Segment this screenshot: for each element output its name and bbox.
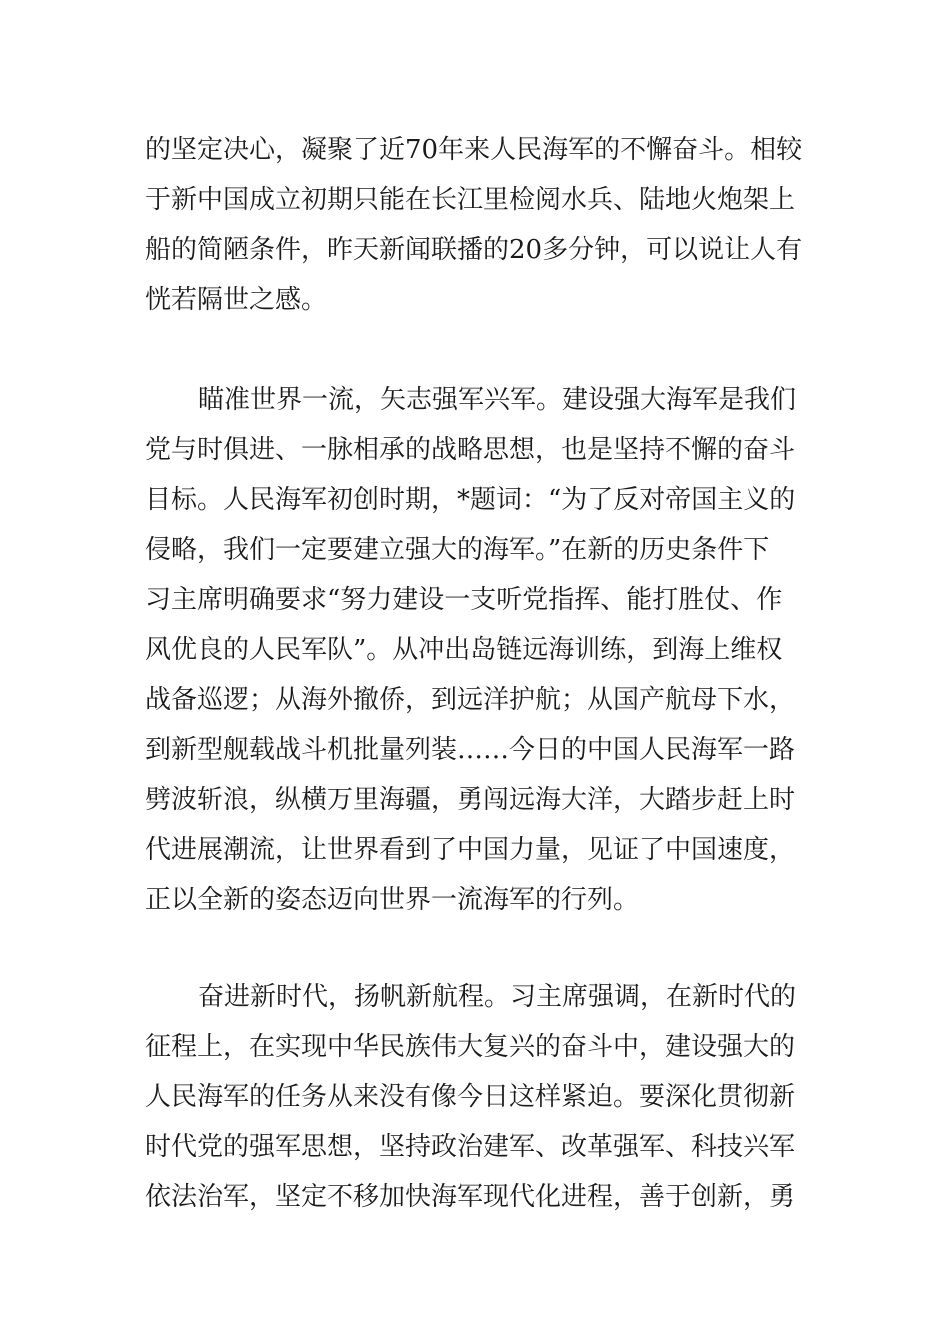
paragraph-2-line-7: 战备巡逻；从海外撤侨，到远洋护航；从国产航母下水， bbox=[145, 685, 796, 715]
paragraph-2-line-2: 党与时俱进、一脉相承的战略思想，也是坚持不懈的奋斗 bbox=[145, 435, 796, 465]
paragraph-2-line-3: 目标。人民海军初创时期，*题词：“为了反对帝国主义的 bbox=[145, 485, 796, 515]
paragraph-2-line-6: 风优良的人民军队”。从冲出岛链远海训练，到海上维权 bbox=[145, 635, 783, 665]
paragraph-3-line-3: 人民海军的任务从来没有像今日这样紧迫。要深化贯彻新 bbox=[145, 1082, 796, 1112]
paragraph-3-line-2: 征程上，在实现中华民族伟大复兴的奋斗中，建设强大的 bbox=[145, 1032, 796, 1062]
paragraph-2-line-10: 代进展潮流，让世界看到了中国力量，见证了中国速度， bbox=[145, 835, 796, 865]
paragraph-3-line-1: 奋进新时代，扬帆新航程。习主席强调，在新时代的 bbox=[198, 982, 797, 1012]
paragraph-3-line-5: 依法治军，坚定不移加快海军现代化进程，善于创新，勇 bbox=[145, 1182, 796, 1212]
paragraph-2-line-4: 侵略，我们一定要建立强大的海军。”在新的历史条件下 bbox=[145, 535, 770, 565]
paragraph-1-line-3: 船的简陋条件，昨天新闻联播的20多分钟，可以说让人有 bbox=[145, 235, 803, 265]
paragraph-1-line-2: 于新中国成立初期只能在长江里检阅水兵、陆地火炮架上 bbox=[145, 185, 796, 215]
paragraph-2-line-1: 瞄准世界一流，矢志强军兴军。建设强大海军是我们 bbox=[198, 385, 797, 415]
paragraph-2-line-5: 习主席明确要求“努力建设一支听党指挥、能打胜仗、作 bbox=[145, 585, 783, 615]
paragraph-3-line-4: 时代党的强军思想，坚持政治建军、改革强军、科技兴军 bbox=[145, 1132, 796, 1162]
paragraph-2-line-8: 到新型舰载战斗机批量列装……今日的中国人民海军一路 bbox=[145, 735, 796, 765]
paragraph-1-line-1: 的坚定决心，凝聚了近70年来人民海军的不懈奋斗。相较 bbox=[145, 135, 803, 165]
paragraph-2-line-11: 正以全新的姿态迈向世界一流海军的行列。 bbox=[145, 885, 640, 915]
paragraph-2-line-9: 劈波斩浪，纵横万里海疆，勇闯远海大洋，大踏步赶上时 bbox=[145, 785, 796, 815]
paragraph-1-line-4: 恍若隔世之感。 bbox=[145, 285, 328, 315]
